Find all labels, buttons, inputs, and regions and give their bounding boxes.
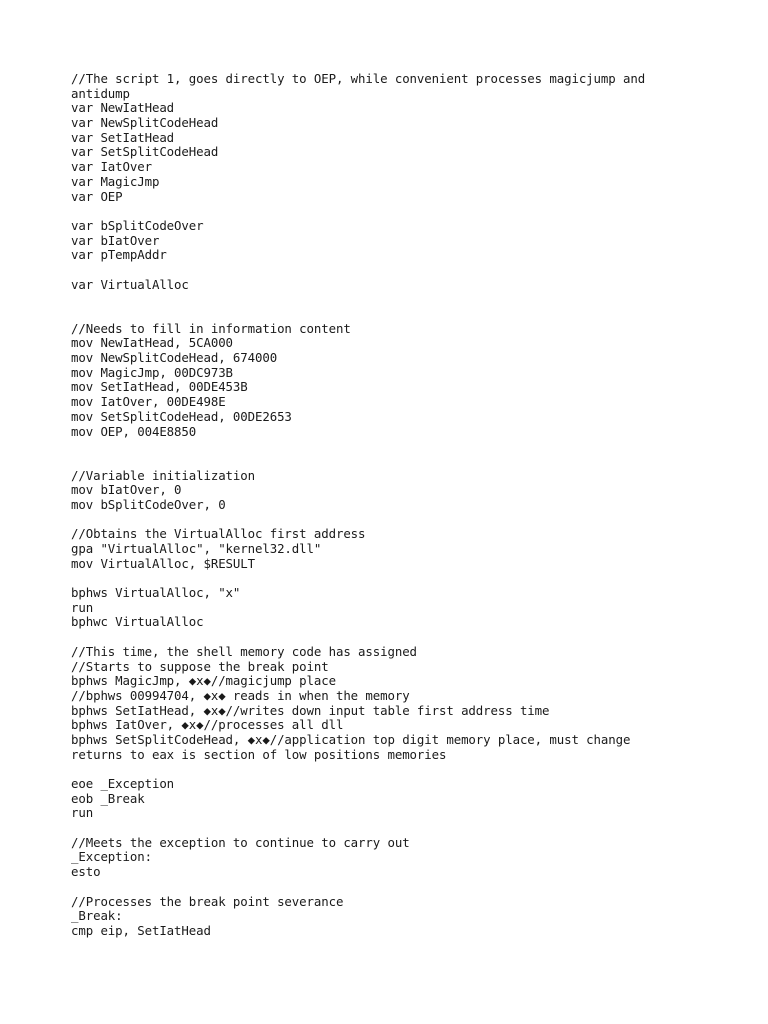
blank-line [71,307,731,322]
code-line: var MagicJmp [71,173,160,189]
code-line: bphwc VirtualAlloc [71,614,204,630]
code-line: //The script 1, goes directly to OEP, while convenient processes magicjump and [71,71,646,86]
code-line: eob _Break [71,790,145,806]
code-line: //Meets the exception to continue to carry out [71,834,410,850]
code-line: run [71,805,94,821]
code-line: esto [71,864,101,880]
code-line: mov SetIatHead, 00DE453B [71,379,248,395]
code-line: returns to eax is section of low positions memories [71,746,447,762]
blank-line [71,821,731,836]
code-line: //Needs to fill in information content [71,320,351,336]
code-line: //Variable initialization [71,467,255,483]
code-line: mov NewIatHead, 5CA000 [71,335,233,351]
code-line: _Break: [71,908,123,924]
code-line: mov bIatOver, 0 [71,482,182,498]
script-document [71,72,731,939]
code-line: mov SetSplitCodeHead, 00DE2653 [71,408,292,424]
code-line: antidump [71,85,130,101]
code-line: var OEP [71,188,123,204]
code-line: //Processes the break point severance [71,893,344,909]
code-line: var IatOver [71,159,152,175]
code-line: var pTempAddr [71,247,167,263]
code-line: var SetSplitCodeHead [71,144,219,160]
code-line: var NewSplitCodeHead [71,115,219,131]
code-line: //Obtains the VirtualAlloc first address [71,526,366,542]
code-line: var bIatOver [71,232,160,248]
code-line: mov bSplitCodeOver, 0 [71,496,226,512]
blank-line [71,454,731,469]
code-line: eoe _Exception [71,776,175,791]
code-line: //Starts to suppose the break point [71,658,329,674]
blank-line [71,513,731,528]
code-line: mov NewSplitCodeHead, 674000 [71,350,278,366]
blank-line [71,204,731,219]
code-line: mov MagicJmp, 00DC973B [71,364,233,380]
blank-line [71,762,731,777]
code-line: bphws SetIatHead, ◆x◆//writes down input table first address time [71,702,550,718]
code-line: run [71,599,94,615]
blank-line [71,630,731,645]
blank-line [71,439,731,454]
blank-line [71,880,731,895]
code-line: mov IatOver, 00DE498E [71,394,226,410]
code-line: mov VirtualAlloc, $RESULT [71,555,255,571]
blank-line [71,571,731,586]
code-line: gpa "VirtualAlloc", "kernel32.dll" [71,541,322,556]
code-line: bphws VirtualAlloc, "x" [71,585,241,601]
code-line: var SetIatHead [71,129,175,145]
code-line: //bphws 00994704, ◆x◆ reads in when the memory [71,687,410,703]
code-line: bphws MagicJmp, ◆x◆//magicjump place [71,673,336,689]
code-line: bphws SetSplitCodeHead, ◆x◆//application top digit memory place, must change [71,731,631,747]
blank-line [71,292,731,307]
blank-line [71,263,731,278]
code-line: _Exception: [71,849,152,865]
code-line: var VirtualAlloc [71,276,189,292]
code-line: mov OEP, 004E8850 [71,423,197,439]
code-line: var bSplitCodeOver [71,217,204,233]
code-line: var NewIatHead [71,100,175,116]
code-line: //This time, the shell memory code has assigned [71,643,417,659]
code-line: cmp eip, SetIatHead [71,922,211,938]
code-line: bphws IatOver, ◆x◆//processes all dll [71,717,344,733]
